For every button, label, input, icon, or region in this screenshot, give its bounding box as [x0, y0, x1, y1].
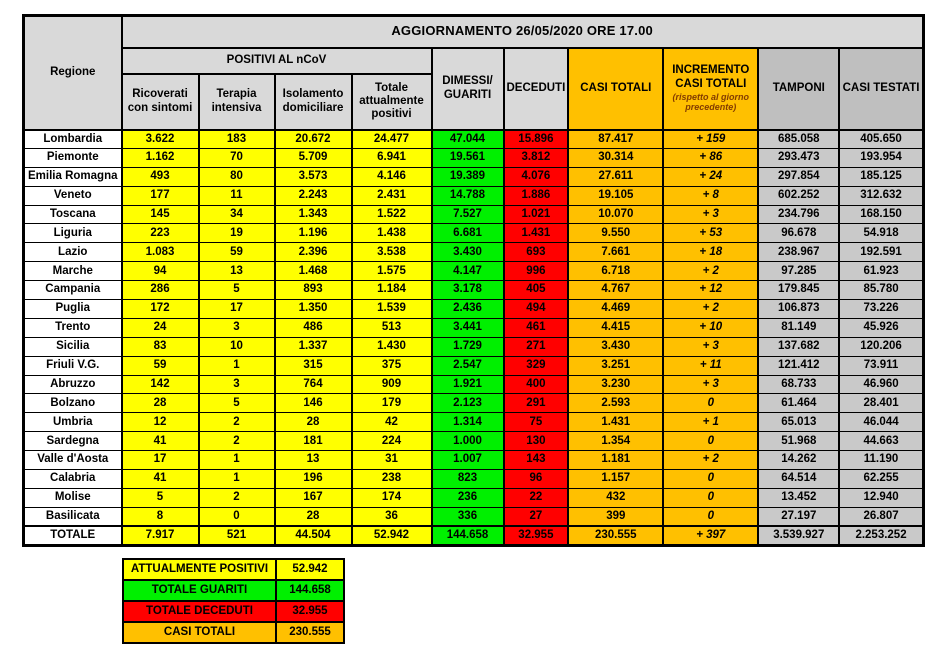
ricoverati-value: 94 — [122, 262, 199, 281]
terapia-intensiva-value: 1 — [199, 470, 275, 489]
casi-totali-value: 19.105 — [568, 186, 663, 205]
casi-totali-value: 1.354 — [568, 432, 663, 451]
column-header-incremento — [663, 48, 758, 130]
casi-testati-value: 28.401 — [839, 394, 923, 413]
region-row — [24, 167, 924, 186]
totale-positivi-value: 52.942 — [352, 526, 432, 545]
column-header-ricoverati: Ricoverati con sintomi — [122, 74, 199, 130]
isolamento-value: 1.468 — [275, 262, 352, 281]
region-name: Basilicata — [24, 507, 122, 526]
region-row — [24, 186, 924, 205]
region-row — [24, 205, 924, 224]
region-name: Molise — [24, 488, 122, 507]
totale-positivi-value: 238 — [352, 470, 432, 489]
deceduti-value: 15.896 — [504, 130, 569, 149]
summary-row-totale-guariti — [123, 580, 344, 601]
incremento-value: + 86 — [663, 148, 758, 167]
ricoverati-value: 24 — [122, 318, 199, 337]
deceduti-value: 22 — [504, 488, 569, 507]
terapia-intensiva-value: 5 — [199, 394, 275, 413]
column-header-tamponi: TAMPONI — [758, 48, 839, 130]
terapia-intensiva-value: 17 — [199, 300, 275, 319]
summary-row-attualmente-positivi — [123, 559, 344, 580]
isolamento-value: 13 — [275, 451, 352, 470]
region-name: Emilia Romagna — [24, 167, 122, 186]
tamponi-value: 13.452 — [758, 488, 839, 507]
region-row — [24, 526, 924, 545]
isolamento-value: 196 — [275, 470, 352, 489]
tamponi-value: 65.013 — [758, 413, 839, 432]
column-header-guariti: DIMESSI/ GUARITI — [432, 48, 504, 130]
ricoverati-value: 177 — [122, 186, 199, 205]
casi-totali-value: 399 — [568, 507, 663, 526]
region-row — [24, 394, 924, 413]
totale-positivi-value: 6.941 — [352, 148, 432, 167]
casi-totali-value: 3.251 — [568, 356, 663, 375]
deceduti-value: 143 — [504, 451, 569, 470]
column-group-positivi: POSITIVI AL nCoV — [122, 48, 432, 74]
region-row — [24, 470, 924, 489]
tamponi-value: 96.678 — [758, 224, 839, 243]
guariti-value: 3.441 — [432, 318, 504, 337]
casi-totali-value: 230.555 — [568, 526, 663, 545]
tamponi-value: 61.464 — [758, 394, 839, 413]
region-row — [24, 318, 924, 337]
casi-totali-value: 1.431 — [568, 413, 663, 432]
isolamento-value: 167 — [275, 488, 352, 507]
tamponi-value: 27.197 — [758, 507, 839, 526]
casi-testati-value: 11.190 — [839, 451, 923, 470]
casi-testati-value: 73.226 — [839, 300, 923, 319]
terapia-intensiva-value: 521 — [199, 526, 275, 545]
region-row — [24, 243, 924, 262]
column-header-deceduti: DECEDUTI — [504, 48, 569, 130]
incremento-value: + 2 — [663, 451, 758, 470]
deceduti-value: 27 — [504, 507, 569, 526]
guariti-value: 4.147 — [432, 262, 504, 281]
deceduti-value: 96 — [504, 470, 569, 489]
isolamento-value: 315 — [275, 356, 352, 375]
ricoverati-value: 12 — [122, 413, 199, 432]
region-name: Liguria — [24, 224, 122, 243]
deceduti-value: 400 — [504, 375, 569, 394]
casi-totali-value: 2.593 — [568, 394, 663, 413]
region-name: Campania — [24, 281, 122, 300]
incremento-value: + 11 — [663, 356, 758, 375]
casi-testati-value: 62.255 — [839, 470, 923, 489]
tamponi-value: 685.058 — [758, 130, 839, 149]
totale-positivi-value: 1.522 — [352, 205, 432, 224]
deceduti-value: 1.886 — [504, 186, 569, 205]
region-row — [24, 300, 924, 319]
region-row — [24, 488, 924, 507]
covid-regions-table — [22, 14, 925, 547]
header-row-groups — [24, 48, 924, 74]
region-name: Calabria — [24, 470, 122, 489]
tamponi-value: 106.873 — [758, 300, 839, 319]
isolamento-value: 486 — [275, 318, 352, 337]
tamponi-value: 234.796 — [758, 205, 839, 224]
totale-positivi-value: 1.438 — [352, 224, 432, 243]
deceduti-value: 329 — [504, 356, 569, 375]
guariti-value: 236 — [432, 488, 504, 507]
casi-testati-value: 185.125 — [839, 167, 923, 186]
totale-positivi-value: 3.538 — [352, 243, 432, 262]
region-row — [24, 262, 924, 281]
incremento-value: + 24 — [663, 167, 758, 186]
ricoverati-value: 7.917 — [122, 526, 199, 545]
totale-positivi-value: 375 — [352, 356, 432, 375]
casi-totali-value: 4.469 — [568, 300, 663, 319]
casi-testati-value: 312.632 — [839, 186, 923, 205]
deceduti-value: 75 — [504, 413, 569, 432]
casi-testati-value: 192.591 — [839, 243, 923, 262]
region-name: Sardegna — [24, 432, 122, 451]
incremento-value: + 18 — [663, 243, 758, 262]
ricoverati-value: 1.162 — [122, 148, 199, 167]
guariti-value: 1.921 — [432, 375, 504, 394]
deceduti-value: 3.812 — [504, 148, 569, 167]
totale-positivi-value: 42 — [352, 413, 432, 432]
region-name: Sicilia — [24, 337, 122, 356]
totale-positivi-value: 174 — [352, 488, 432, 507]
casi-testati-value: 46.044 — [839, 413, 923, 432]
region-row — [24, 337, 924, 356]
deceduti-value: 291 — [504, 394, 569, 413]
summary-label: CASI TOTALI — [123, 622, 276, 643]
ricoverati-value: 1.083 — [122, 243, 199, 262]
terapia-intensiva-value: 34 — [199, 205, 275, 224]
region-name: Umbria — [24, 413, 122, 432]
tamponi-value: 293.473 — [758, 148, 839, 167]
guariti-value: 6.681 — [432, 224, 504, 243]
region-row — [24, 432, 924, 451]
region-name: Veneto — [24, 186, 122, 205]
casi-testati-value: 85.780 — [839, 281, 923, 300]
incremento-value: 0 — [663, 470, 758, 489]
casi-testati-value: 2.253.252 — [839, 526, 923, 545]
terapia-intensiva-value: 3 — [199, 375, 275, 394]
tamponi-value: 68.733 — [758, 375, 839, 394]
region-name: Lombardia — [24, 130, 122, 149]
incremento-value: + 53 — [663, 224, 758, 243]
region-name: Piemonte — [24, 148, 122, 167]
summary-value: 144.658 — [276, 580, 344, 601]
deceduti-value: 996 — [504, 262, 569, 281]
deceduti-value: 1.431 — [504, 224, 569, 243]
ricoverati-value: 493 — [122, 167, 199, 186]
incremento-value: + 2 — [663, 262, 758, 281]
incremento-value: 0 — [663, 394, 758, 413]
casi-totali-value: 10.070 — [568, 205, 663, 224]
region-row — [24, 224, 924, 243]
ricoverati-value: 286 — [122, 281, 199, 300]
tamponi-value: 602.252 — [758, 186, 839, 205]
tamponi-value: 137.682 — [758, 337, 839, 356]
deceduti-value: 461 — [504, 318, 569, 337]
casi-testati-value: 46.960 — [839, 375, 923, 394]
summary-label: TOTALE DECEDUTI — [123, 601, 276, 622]
casi-testati-value: 44.663 — [839, 432, 923, 451]
guariti-value: 47.044 — [432, 130, 504, 149]
incremento-value: + 2 — [663, 300, 758, 319]
deceduti-value: 494 — [504, 300, 569, 319]
terapia-intensiva-value: 19 — [199, 224, 275, 243]
isolamento-value: 146 — [275, 394, 352, 413]
deceduti-value: 1.021 — [504, 205, 569, 224]
summary-value: 52.942 — [276, 559, 344, 580]
ricoverati-value: 59 — [122, 356, 199, 375]
ricoverati-value: 3.622 — [122, 130, 199, 149]
isolamento-value: 1.196 — [275, 224, 352, 243]
terapia-intensiva-value: 3 — [199, 318, 275, 337]
isolamento-value: 1.337 — [275, 337, 352, 356]
column-header-totale-positivi: Totale attualmente positivi — [352, 74, 432, 130]
totale-positivi-value: 1.539 — [352, 300, 432, 319]
incremento-value: + 397 — [663, 526, 758, 545]
region-name: Trento — [24, 318, 122, 337]
casi-totali-value: 3.430 — [568, 337, 663, 356]
casi-totali-value: 6.718 — [568, 262, 663, 281]
incremento-value: 0 — [663, 432, 758, 451]
terapia-intensiva-value: 1 — [199, 451, 275, 470]
incremento-value: + 10 — [663, 318, 758, 337]
terapia-intensiva-value: 59 — [199, 243, 275, 262]
incremento-value: + 3 — [663, 337, 758, 356]
ricoverati-value: 41 — [122, 470, 199, 489]
header-row-title — [24, 16, 924, 48]
casi-testati-value: 61.923 — [839, 262, 923, 281]
summary-label: ATTUALMENTE POSITIVI — [123, 559, 276, 580]
casi-totali-value: 4.767 — [568, 281, 663, 300]
region-name: TOTALE — [24, 526, 122, 545]
deceduti-value: 4.076 — [504, 167, 569, 186]
region-name: Bolzano — [24, 394, 122, 413]
tamponi-value: 14.262 — [758, 451, 839, 470]
region-row — [24, 507, 924, 526]
region-name: Abruzzo — [24, 375, 122, 394]
terapia-intensiva-value: 183 — [199, 130, 275, 149]
ricoverati-value: 145 — [122, 205, 199, 224]
isolamento-value: 2.243 — [275, 186, 352, 205]
totale-positivi-value: 36 — [352, 507, 432, 526]
totale-positivi-value: 1.575 — [352, 262, 432, 281]
guariti-value: 144.658 — [432, 526, 504, 545]
column-header-casi-totali: CASI TOTALI — [568, 48, 663, 130]
incremento-value: + 1 — [663, 413, 758, 432]
incremento-value: 0 — [663, 507, 758, 526]
column-header-casi-testati: CASI TESTATI — [839, 48, 923, 130]
deceduti-value: 130 — [504, 432, 569, 451]
guariti-value: 336 — [432, 507, 504, 526]
isolamento-value: 28 — [275, 413, 352, 432]
isolamento-value: 2.396 — [275, 243, 352, 262]
summary-value: 32.955 — [276, 601, 344, 622]
region-name: Puglia — [24, 300, 122, 319]
guariti-value: 1.729 — [432, 337, 504, 356]
region-row — [24, 130, 924, 149]
totale-positivi-value: 1.430 — [352, 337, 432, 356]
isolamento-value: 20.672 — [275, 130, 352, 149]
column-header-isolamento: Isolamento domiciliare — [275, 74, 352, 130]
tamponi-value: 121.412 — [758, 356, 839, 375]
isolamento-value: 44.504 — [275, 526, 352, 545]
terapia-intensiva-value: 0 — [199, 507, 275, 526]
deceduti-value: 693 — [504, 243, 569, 262]
guariti-value: 3.178 — [432, 281, 504, 300]
casi-totali-value: 4.415 — [568, 318, 663, 337]
summary-label: TOTALE GUARITI — [123, 580, 276, 601]
incremento-value: + 3 — [663, 375, 758, 394]
isolamento-value: 3.573 — [275, 167, 352, 186]
summary-row-totale-deceduti — [123, 601, 344, 622]
casi-testati-value: 54.918 — [839, 224, 923, 243]
tamponi-value: 297.854 — [758, 167, 839, 186]
totale-positivi-value: 909 — [352, 375, 432, 394]
incremento-value: + 12 — [663, 281, 758, 300]
guariti-value: 2.547 — [432, 356, 504, 375]
tamponi-value: 64.514 — [758, 470, 839, 489]
incremento-value: + 3 — [663, 205, 758, 224]
terapia-intensiva-value: 5 — [199, 281, 275, 300]
casi-totali-value: 87.417 — [568, 130, 663, 149]
isolamento-value: 28 — [275, 507, 352, 526]
terapia-intensiva-value: 70 — [199, 148, 275, 167]
region-name: Lazio — [24, 243, 122, 262]
ricoverati-value: 8 — [122, 507, 199, 526]
region-name: Marche — [24, 262, 122, 281]
region-name: Toscana — [24, 205, 122, 224]
casi-testati-value: 405.650 — [839, 130, 923, 149]
deceduti-value: 32.955 — [504, 526, 569, 545]
guariti-value: 2.123 — [432, 394, 504, 413]
tamponi-value: 97.285 — [758, 262, 839, 281]
totale-positivi-value: 1.184 — [352, 281, 432, 300]
incremento-header-label: INCREMENTO CASI TOTALI — [672, 64, 750, 90]
guariti-value: 19.389 — [432, 167, 504, 186]
summary-row-casi-totali — [123, 622, 344, 643]
tamponi-value: 179.845 — [758, 281, 839, 300]
table-body — [24, 130, 924, 546]
casi-testati-value: 168.150 — [839, 205, 923, 224]
terapia-intensiva-value: 11 — [199, 186, 275, 205]
deceduti-value: 405 — [504, 281, 569, 300]
guariti-value: 823 — [432, 470, 504, 489]
ricoverati-value: 172 — [122, 300, 199, 319]
tamponi-value: 3.539.927 — [758, 526, 839, 545]
ricoverati-value: 41 — [122, 432, 199, 451]
totale-positivi-value: 2.431 — [352, 186, 432, 205]
region-row — [24, 281, 924, 300]
totals-summary-table — [122, 558, 345, 644]
casi-testati-value: 45.926 — [839, 318, 923, 337]
terapia-intensiva-value: 2 — [199, 488, 275, 507]
totale-positivi-value: 179 — [352, 394, 432, 413]
isolamento-value: 181 — [275, 432, 352, 451]
isolamento-value: 5.709 — [275, 148, 352, 167]
isolamento-value: 1.350 — [275, 300, 352, 319]
totale-positivi-value: 513 — [352, 318, 432, 337]
casi-totali-value: 27.611 — [568, 167, 663, 186]
casi-testati-value: 193.954 — [839, 148, 923, 167]
casi-totali-value: 1.157 — [568, 470, 663, 489]
tamponi-value: 238.967 — [758, 243, 839, 262]
casi-totali-value: 9.550 — [568, 224, 663, 243]
totale-positivi-value: 224 — [352, 432, 432, 451]
guariti-value: 19.561 — [432, 148, 504, 167]
totale-positivi-value: 4.146 — [352, 167, 432, 186]
deceduti-value: 271 — [504, 337, 569, 356]
ricoverati-value: 28 — [122, 394, 199, 413]
tamponi-value: 81.149 — [758, 318, 839, 337]
ricoverati-value: 83 — [122, 337, 199, 356]
terapia-intensiva-value: 10 — [199, 337, 275, 356]
casi-totali-value: 1.181 — [568, 451, 663, 470]
casi-testati-value: 73.911 — [839, 356, 923, 375]
region-row — [24, 451, 924, 470]
isolamento-value: 1.343 — [275, 205, 352, 224]
isolamento-value: 764 — [275, 375, 352, 394]
incremento-header-note: (rispetto al giorno precedente) — [672, 91, 750, 113]
terapia-intensiva-value: 80 — [199, 167, 275, 186]
incremento-value: + 8 — [663, 186, 758, 205]
region-name: Valle d'Aosta — [24, 451, 122, 470]
casi-totali-value: 3.230 — [568, 375, 663, 394]
terapia-intensiva-value: 2 — [199, 432, 275, 451]
totale-positivi-value: 31 — [352, 451, 432, 470]
update-title: AGGIORNAMENTO 26/05/2020 ORE 17.00 — [122, 16, 924, 48]
region-name: Friuli V.G. — [24, 356, 122, 375]
guariti-value: 1.314 — [432, 413, 504, 432]
guariti-value: 3.430 — [432, 243, 504, 262]
region-row — [24, 148, 924, 167]
ricoverati-value: 5 — [122, 488, 199, 507]
guariti-value: 1.000 — [432, 432, 504, 451]
incremento-value: + 159 — [663, 130, 758, 149]
region-row — [24, 375, 924, 394]
column-header-regione: Regione — [24, 16, 122, 130]
region-row — [24, 413, 924, 432]
terapia-intensiva-value: 1 — [199, 356, 275, 375]
terapia-intensiva-value: 13 — [199, 262, 275, 281]
guariti-value: 2.436 — [432, 300, 504, 319]
guariti-value: 14.788 — [432, 186, 504, 205]
isolamento-value: 893 — [275, 281, 352, 300]
guariti-value: 1.007 — [432, 451, 504, 470]
ricoverati-value: 17 — [122, 451, 199, 470]
guariti-value: 7.527 — [432, 205, 504, 224]
casi-totali-value: 7.661 — [568, 243, 663, 262]
region-row — [24, 356, 924, 375]
casi-testati-value: 12.940 — [839, 488, 923, 507]
incremento-value: 0 — [663, 488, 758, 507]
column-header-terapia: Terapia intensiva — [199, 74, 275, 130]
summary-value: 230.555 — [276, 622, 344, 643]
terapia-intensiva-value: 2 — [199, 413, 275, 432]
casi-testati-value: 26.807 — [839, 507, 923, 526]
totale-positivi-value: 24.477 — [352, 130, 432, 149]
tamponi-value: 51.968 — [758, 432, 839, 451]
ricoverati-value: 223 — [122, 224, 199, 243]
casi-totali-value: 30.314 — [568, 148, 663, 167]
ricoverati-value: 142 — [122, 375, 199, 394]
casi-testati-value: 120.206 — [839, 337, 923, 356]
casi-totali-value: 432 — [568, 488, 663, 507]
